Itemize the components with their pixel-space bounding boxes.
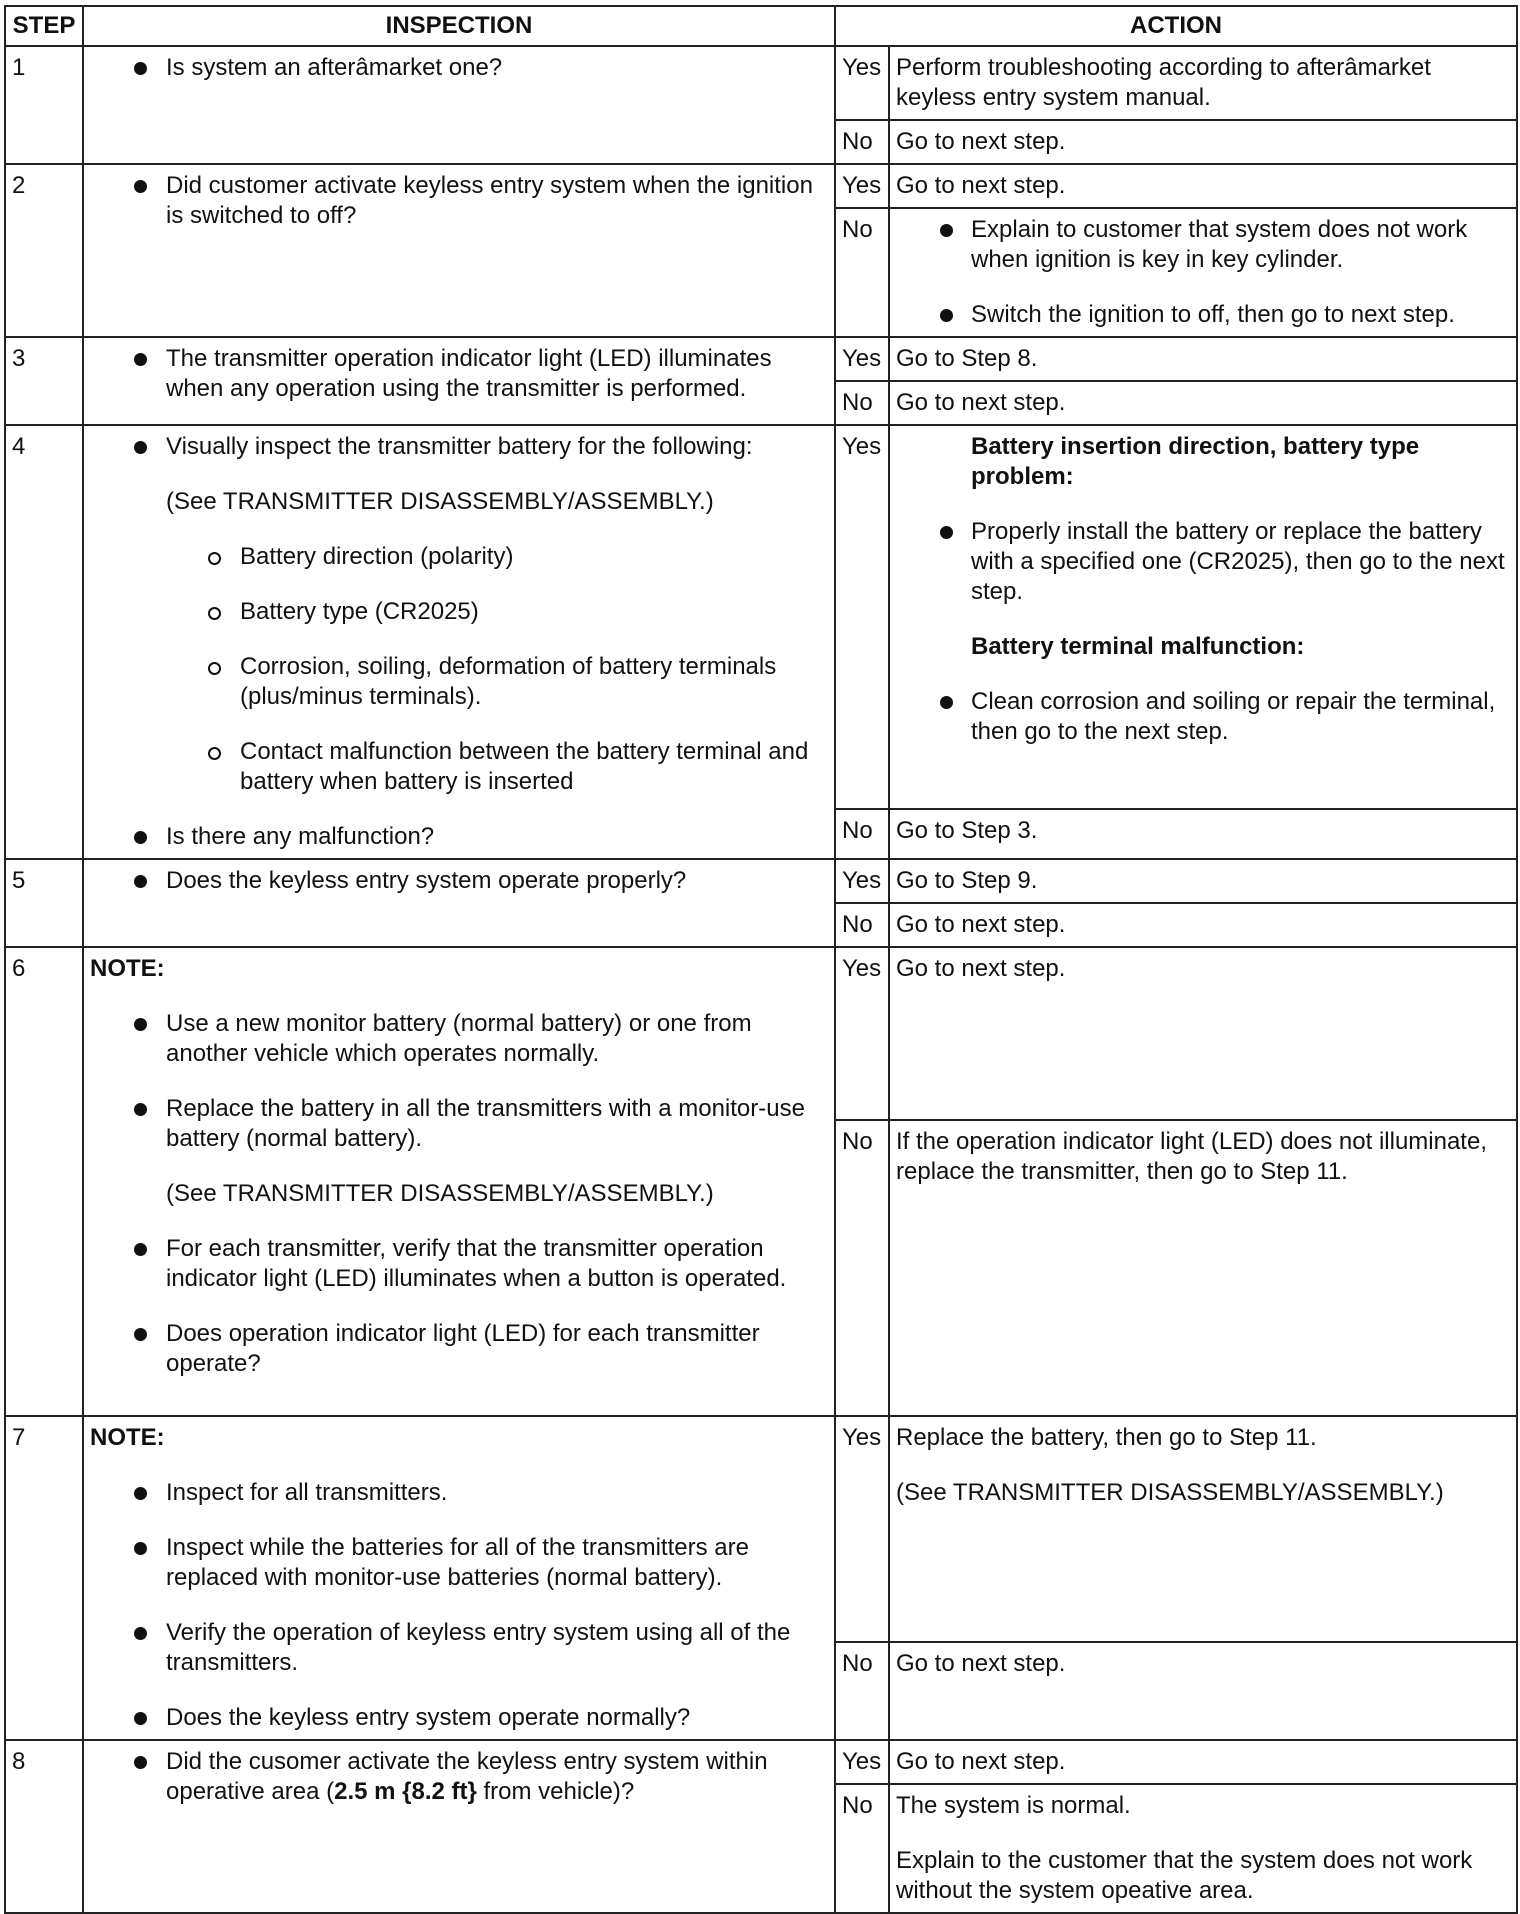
action-heading: Battery terminal malfunction: [971, 633, 1305, 660]
action-no [889, 903, 1517, 947]
action-yes [889, 164, 1517, 208]
action-yes [889, 1740, 1517, 1784]
inspection-item: Is there any malfunction? [90, 822, 828, 852]
action-text: Go to next step. [896, 1748, 1066, 1775]
inspection-item: Use a new monitor battery (normal battery) or one from another vehicle which operates normally. [90, 1009, 828, 1069]
inspection-item: Inspect for all transmitters. [90, 1478, 828, 1508]
inspection-item: Is system an afterâmarket one? [90, 53, 828, 83]
action-no [889, 381, 1517, 425]
inspection-subitem: Corrosion, soiling, deformation of battery terminals (plus/minus terminals). [90, 652, 828, 712]
step-number: 1 [5, 46, 83, 164]
inspection-item [90, 1747, 828, 1807]
action-text: The system is normal. [896, 1792, 1131, 1819]
inspection-document [4, 5, 1516, 1904]
header-row [5, 6, 1517, 46]
yes-label: Yes [835, 425, 889, 809]
yes-label: Yes [835, 337, 889, 381]
action-text: Go to next step. [896, 955, 1066, 982]
inspection-cell [83, 1740, 835, 1913]
yes-label: Yes [835, 947, 889, 1120]
inspection-item: Did customer activate keyless entry system when the ignition is switched to off? [90, 171, 828, 231]
inspection-item: Visually inspect the transmitter battery for the following: [90, 432, 828, 462]
action-text: Perform troubleshooting according to afterâmarket keyless entry system manual. [896, 54, 1431, 111]
inspection-cell [83, 337, 835, 425]
action-no [889, 1784, 1517, 1913]
inspection-cell [83, 947, 835, 1416]
step-number: 6 [5, 947, 83, 1416]
action-text: Replace the battery, then go to Step 11. [896, 1424, 1317, 1451]
no-label: No [835, 120, 889, 164]
action-no [889, 809, 1517, 859]
inspection-distance: 2.5 m {8.2 ft} [334, 1778, 477, 1805]
header-action: ACTION [835, 6, 1517, 46]
action-bullet: Properly install the battery or replace the battery with a specified one (CR2025), then go to the next step. [896, 517, 1510, 607]
table-row [5, 1416, 1517, 1642]
no-label: No [835, 381, 889, 425]
action-text: Go to next step. [896, 389, 1066, 416]
no-label: No [835, 1642, 889, 1740]
no-label: No [835, 1120, 889, 1416]
inspection-cell [83, 859, 835, 947]
action-yes [889, 46, 1517, 120]
no-label: No [835, 1784, 889, 1913]
inspection-item: Does operation indicator light (LED) for each transmitter operate? [90, 1319, 828, 1379]
table-row [5, 425, 1517, 809]
step-number: 2 [5, 164, 83, 337]
action-heading: Battery insertion direction, battery type problem: [971, 433, 1420, 490]
action-no [889, 208, 1517, 337]
no-label: No [835, 208, 889, 337]
inspection-cell [83, 164, 835, 337]
yes-label: Yes [835, 859, 889, 903]
step-number: 7 [5, 1416, 83, 1740]
table-row [5, 947, 1517, 1120]
inspection-item: The transmitter operation indicator light (LED) illuminates when any operation using the transmitter is performed. [90, 344, 828, 404]
step-number: 4 [5, 425, 83, 859]
action-yes [889, 859, 1517, 903]
inspection-reference: (See TRANSMITTER DISASSEMBLY/ASSEMBLY.) [166, 488, 714, 515]
action-text: Go to next step. [896, 128, 1066, 155]
step-number: 3 [5, 337, 83, 425]
action-text: Go to Step 9. [896, 867, 1038, 894]
action-text: If the operation indicator light (LED) does not illuminate, replace the transmitter, then go to Step 11. [896, 1128, 1487, 1185]
action-no [889, 1642, 1517, 1740]
yes-label: Yes [835, 1740, 889, 1784]
note-label: NOTE: [90, 1424, 165, 1451]
table-row [5, 1740, 1517, 1784]
inspection-item: Does the keyless entry system operate properly? [90, 866, 828, 896]
action-reference: (See TRANSMITTER DISASSEMBLY/ASSEMBLY.) [896, 1479, 1444, 1506]
inspection-text: Did the cusomer activate the keyless entry system within operative area ( [166, 1748, 768, 1805]
inspection-subitem: Battery type (CR2025) [90, 597, 828, 627]
action-bullet: Explain to customer that system does not work when ignition is key in key cylinder. [896, 215, 1510, 275]
inspection-cell [83, 1416, 835, 1740]
table-row [5, 46, 1517, 120]
yes-label: Yes [835, 164, 889, 208]
action-bullet: Switch the ignition to off, then go to next step. [896, 300, 1510, 330]
action-yes [889, 337, 1517, 381]
table-row [5, 859, 1517, 903]
inspection-text: from vehicle)? [476, 1778, 635, 1805]
action-text: Go to Step 3. [896, 817, 1038, 844]
inspection-subitem: Battery direction (polarity) [90, 542, 828, 572]
inspection-item: Verify the operation of keyless entry system using all of the transmitters. [90, 1618, 828, 1678]
table-row [5, 164, 1517, 208]
inspection-subitem: Contact malfunction between the battery terminal and battery when battery is inserted [90, 737, 828, 797]
action-yes [889, 947, 1517, 1120]
action-text: Explain to the customer that the system does not work without the system opeative area. [896, 1847, 1473, 1904]
troubleshooting-table [4, 5, 1518, 1914]
inspection-item: Replace the battery in all the transmitters with a monitor-use battery (normal battery). [90, 1094, 828, 1154]
note-label: NOTE: [90, 955, 165, 982]
inspection-cell [83, 46, 835, 164]
table-row [5, 337, 1517, 381]
action-yes [889, 425, 1517, 809]
yes-label: Yes [835, 1416, 889, 1642]
header-step: STEP [5, 6, 83, 46]
header-inspection: INSPECTION [83, 6, 835, 46]
action-no [889, 1120, 1517, 1416]
inspection-reference: (See TRANSMITTER DISASSEMBLY/ASSEMBLY.) [166, 1180, 714, 1207]
action-text: Go to Step 8. [896, 345, 1038, 372]
step-number: 8 [5, 1740, 83, 1913]
action-text: Go to next step. [896, 1650, 1066, 1678]
action-yes [889, 1416, 1517, 1642]
inspection-cell [83, 425, 835, 859]
action-text: Go to next step. [896, 172, 1066, 199]
step-number: 5 [5, 859, 83, 947]
inspection-item: Does the keyless entry system operate normally? [90, 1703, 828, 1733]
no-label: No [835, 903, 889, 947]
action-no [889, 120, 1517, 164]
inspection-item: Inspect while the batteries for all of the transmitters are replaced with monitor-use batteries (normal battery). [90, 1533, 828, 1593]
no-label: No [835, 809, 889, 859]
action-bullet: Clean corrosion and soiling or repair the terminal, then go to the next step. [896, 687, 1510, 747]
inspection-item: For each transmitter, verify that the transmitter operation indicator light (LED) illuminates when a button is operated. [90, 1234, 828, 1294]
yes-label: Yes [835, 46, 889, 120]
action-text: Go to next step. [896, 911, 1066, 938]
